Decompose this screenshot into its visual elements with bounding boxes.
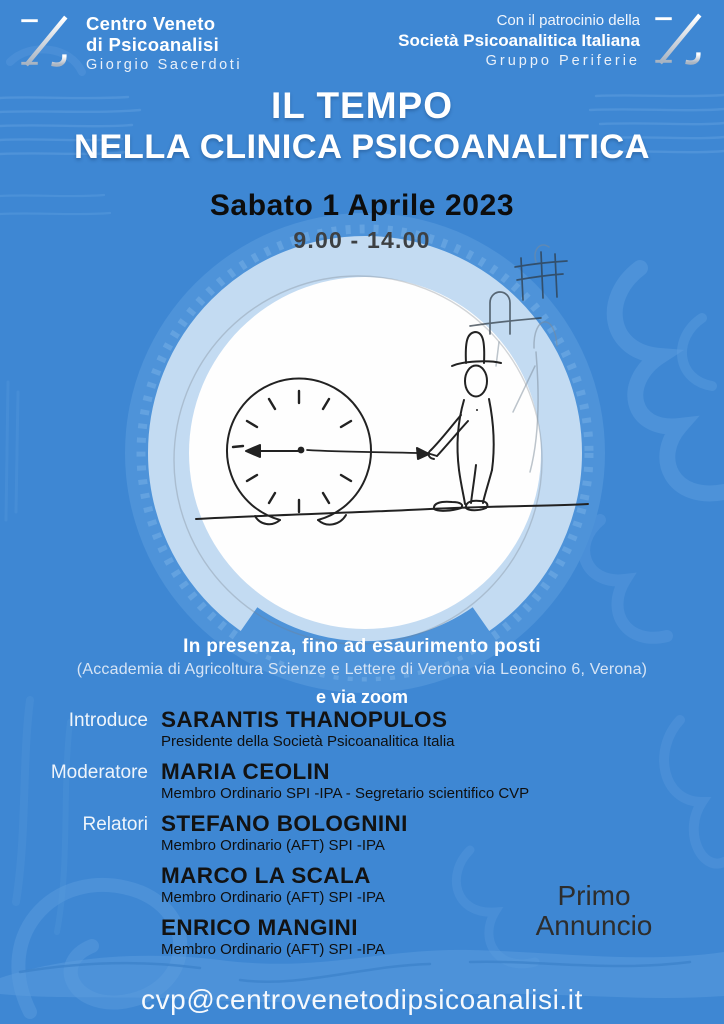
contact-bar [0,984,724,1016]
patronage-line2: Società Psicoanalitica Italiana [398,31,640,50]
role-label: Relatori [82,814,148,835]
venue-address: (Accademia di Agricoltura Scienze e Lettere di Verona via Leoncino 6, Verona) [76,661,648,678]
event-time: 9.00 - 14.00 [293,227,431,253]
event-title-line2: NELLA CLINICA PSICOANALITICA [74,128,650,166]
online-note: e via zoom [315,687,409,707]
organizer-name-line1: Centro Veneto [86,13,216,34]
speaker-name: MARCO LA SCALA [161,863,371,888]
announcement-badge [518,881,670,941]
speaker-name: SARANTIS THANOPULOS [161,707,448,732]
announcement-line2: Annuncio [535,910,653,941]
event-date: Sabato 1 Aprile 2023 [209,189,515,222]
program-section-introduce [0,707,580,759]
event-datetime [0,189,724,254]
venue-block [0,636,724,708]
role-label: Introduce [68,710,148,731]
speaker-name: STEFANO BOLOGNINI [161,811,408,836]
speaker-title: Presidente della Società Psicoanalitica Italia [161,733,455,750]
speaker-title: Membro Ordinario (AFT) SPI -IPA [161,941,385,958]
program-section-moderatore [0,759,580,811]
organizer-block [15,13,242,73]
speaker-item [161,811,580,855]
attendance-note: In presenza, fino ad esaurimento posti [183,636,541,657]
contact-email-link[interactable]: cvp@centrovenetodipsicoanalisi.it [140,984,583,1015]
speaker-name: ENRICO MANGINI [161,915,358,940]
organizer-name-line2: di Psicoanalisi [86,34,220,55]
spi-logo-icon [649,11,711,69]
speaker-title: Membro Ordinario (AFT) SPI -IPA [161,837,385,854]
speaker-title: Membro Ordinario SPI -IPA - Segretario scientifico CVP [161,785,530,802]
program-section-relatori [0,811,580,967]
speaker-title: Membro Ordinario (AFT) SPI -IPA [161,889,385,906]
program-list [0,707,580,967]
event-title-line1: IL TEMPO [270,85,454,126]
cvp-logo-icon [15,13,77,71]
medallion [125,213,605,693]
patronage-line1: Con il patrocinio della [496,12,640,29]
patronage-block [398,11,711,69]
speaker-name: MARIA CEOLIN [161,759,330,784]
role-label: Moderatore [50,762,148,783]
event-title [0,84,724,167]
patronage-line3: Gruppo Periferie [485,53,640,69]
announcement-line1: Primo [557,880,631,911]
organizer-name-line3: Giorgio Sacerdoti [86,57,243,73]
